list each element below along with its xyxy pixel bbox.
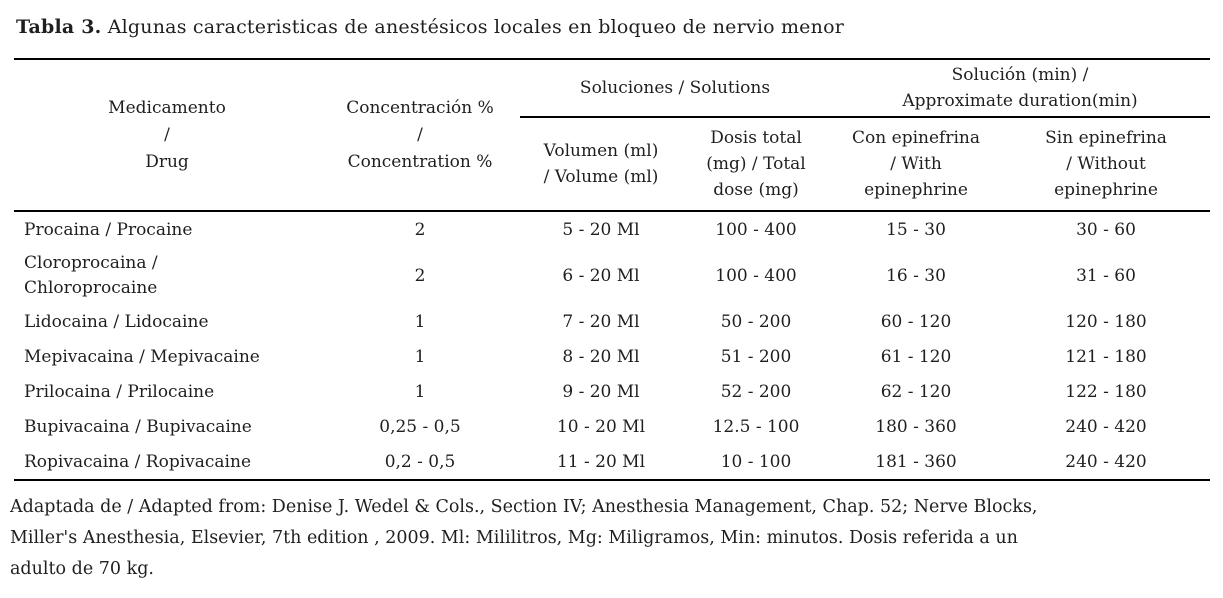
with-epinephrine-cell: 62 - 120 [880, 381, 952, 402]
with-epinephrine-cell: 180 - 360 [875, 416, 957, 437]
drug-name-line-1: Cloroprocaina / [24, 252, 158, 273]
drug-name-line-2: Chloroprocaine [24, 277, 158, 298]
solutions-group-label: Soluciones / Solutions [579, 78, 771, 98]
footnote-line-2: Miller's Anesthesia, Elsevier, 7th edition , 2009. Ml: Mililitros, Mg: Miligramos, Min: minutos. Dosis referida a un [10, 528, 1018, 548]
with-epinephrine-header-line-2: / With [890, 154, 942, 174]
footnote-line-3: adulto de 70 kg. [10, 559, 154, 579]
without-epinephrine-header-line-2: / Without [1066, 154, 1146, 174]
concentration-cell: 1 [414, 311, 426, 332]
volume-cell: 7 - 20 Ml [562, 311, 640, 332]
drug-header-line-3: Drug [145, 151, 189, 172]
volume-cell: 5 - 20 Ml [562, 219, 640, 240]
table-caption-label: Tabla 3. [16, 16, 102, 38]
concentration-column-header [320, 59, 520, 211]
table-header [14, 59, 1210, 211]
table-row-ropivacaine [14, 444, 1210, 480]
table-row-lidocaine [14, 304, 1210, 339]
dose-header-line-3: dose (mg) [713, 180, 799, 200]
concentration-cell: 1 [414, 381, 426, 402]
table-caption [16, 14, 1210, 40]
anesthetics-table [14, 58, 1210, 481]
dose-cell: 10 - 100 [720, 451, 792, 472]
drug-cell: Prilocaina / Prilocaine [24, 381, 215, 402]
with-epinephrine-cell: 16 - 30 [886, 265, 946, 286]
table-body [14, 211, 1210, 480]
concentration-header-line-2: / [417, 124, 423, 145]
with-epinephrine-header-line-3: epinephrine [864, 180, 968, 200]
volume-cell: 9 - 20 Ml [562, 381, 640, 402]
dose-header-line-2: (mg) / Total [706, 154, 806, 174]
drug-header-line-2: / [164, 124, 170, 145]
concentration-cell: 2 [414, 265, 426, 286]
without-epinephrine-cell: 122 - 180 [1065, 381, 1147, 402]
table-row-chloroprocaine [14, 247, 1210, 304]
volume-cell: 10 - 20 Ml [556, 416, 646, 437]
drug-cell [14, 247, 320, 304]
table-caption-text: Algunas caracteristicas de anestésicos locales en bloqueo de nervio menor [101, 16, 844, 38]
volume-header-line-1: Volumen (ml) [543, 141, 659, 161]
without-epinephrine-cell: 120 - 180 [1065, 311, 1147, 332]
duration-group-header [830, 59, 1210, 117]
with-epinephrine-column-header [830, 117, 1002, 211]
drug-header-line-1: Medicamento [108, 97, 226, 118]
footnote-line-1: Adaptada de / Adapted from: Denise J. Wedel & Cols., Section IV; Anesthesia Management, Chap. 52; Nerve Blocks, [10, 497, 1038, 517]
dose-cell: 12.5 - 100 [712, 416, 800, 437]
group-header-row [14, 59, 1210, 117]
drug-cell: Bupivacaina / Bupivacaine [24, 416, 252, 437]
without-epinephrine-header-line-1: Sin epinefrina [1045, 128, 1167, 148]
volume-cell: 11 - 20 Ml [556, 451, 646, 472]
without-epinephrine-cell: 240 - 420 [1065, 416, 1147, 437]
dose-cell: 100 - 400 [715, 265, 797, 286]
table-row-bupivacaine [14, 409, 1210, 444]
with-epinephrine-cell: 61 - 120 [880, 346, 952, 367]
with-epinephrine-cell: 181 - 360 [875, 451, 957, 472]
drug-cell: Ropivacaina / Ropivacaine [24, 451, 252, 472]
concentration-header-line-3: Concentration % [347, 151, 493, 172]
drug-cell: Mepivacaina / Mepivacaine [24, 346, 260, 367]
without-epinephrine-cell: 240 - 420 [1065, 451, 1147, 472]
table-row-mepivacaine [14, 339, 1210, 374]
with-epinephrine-cell: 15 - 30 [886, 219, 946, 240]
table-row-procaine [14, 211, 1210, 247]
concentration-header-line-1: Concentración % [346, 97, 494, 118]
duration-group-line-2: Approximate duration(min) [902, 91, 1138, 111]
volume-header-line-2: / Volume (ml) [543, 167, 659, 187]
volume-cell: 6 - 20 Ml [562, 265, 640, 286]
without-epinephrine-cell: 30 - 60 [1076, 219, 1136, 240]
dose-cell: 50 - 200 [720, 311, 792, 332]
drug-column-header [14, 59, 320, 211]
without-epinephrine-column-header [1002, 117, 1210, 211]
table-row-prilocaine [14, 374, 1210, 409]
table-footnote [10, 492, 1216, 585]
without-epinephrine-cell: 31 - 60 [1076, 265, 1136, 286]
volume-column-header [520, 117, 682, 211]
drug-cell: Lidocaina / Lidocaine [24, 311, 209, 332]
concentration-cell: 1 [414, 346, 426, 367]
without-epinephrine-header-line-3: epinephrine [1054, 180, 1158, 200]
dose-header-line-1: Dosis total [710, 128, 802, 148]
without-epinephrine-cell: 121 - 180 [1065, 346, 1147, 367]
dose-cell: 100 - 400 [715, 219, 797, 240]
concentration-cell: 0,2 - 0,5 [384, 451, 456, 472]
volume-cell: 8 - 20 Ml [562, 346, 640, 367]
concentration-cell: 0,25 - 0,5 [379, 416, 461, 437]
concentration-cell: 2 [414, 219, 426, 240]
solutions-group-header [520, 59, 830, 117]
dose-cell: 51 - 200 [720, 346, 792, 367]
with-epinephrine-cell: 60 - 120 [880, 311, 952, 332]
with-epinephrine-header-line-1: Con epinefrina [852, 128, 980, 148]
drug-cell: Procaina / Procaine [24, 219, 193, 240]
duration-group-line-1: Solución (min) / [951, 65, 1089, 85]
dose-column-header [682, 117, 830, 211]
dose-cell: 52 - 200 [720, 381, 792, 402]
